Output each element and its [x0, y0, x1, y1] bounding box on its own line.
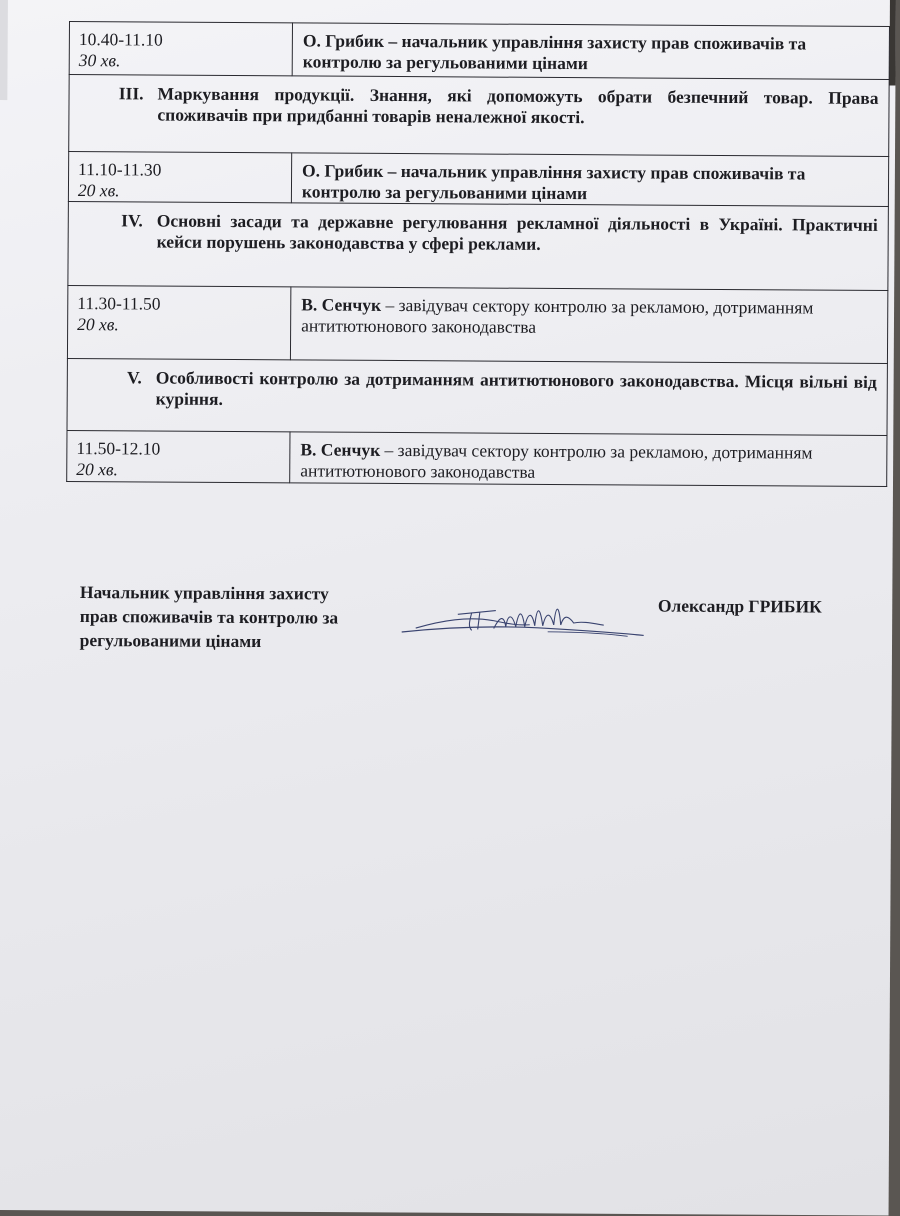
section-cell: [69, 75, 889, 157]
time-cell: [68, 152, 291, 203]
signatory-name: Олександр ГРИБИК: [657, 595, 822, 617]
duration: 20 хв.: [77, 314, 119, 335]
speaker-cell: [290, 432, 887, 487]
speaker-cell: [292, 23, 889, 80]
agenda-row-section: [68, 201, 888, 290]
duration: 30 хв.: [78, 50, 121, 71]
signature-block: [79, 580, 870, 675]
time-cell: [67, 285, 290, 359]
position-line: прав споживачів та контролю за: [79, 605, 339, 628]
time-cell: [69, 22, 292, 76]
time-slot: 11.30-11.50: [77, 293, 161, 314]
speaker-name: В. Сенчук: [301, 294, 382, 315]
speaker-name: О. Грибик: [302, 30, 385, 51]
section-title: Маркування продукції. Знання, які допоможуть обрати безпечний товар. Права споживачів при придбанні товарів неналежної якості.: [157, 83, 879, 128]
section-cell: [67, 358, 887, 435]
speaker-role: – завідувач сектору контролю за рекламою, дотриманням антитютюнового законодавства: [301, 294, 814, 337]
time-slot: 10.40-11.10: [78, 29, 163, 50]
agenda-table: [66, 21, 890, 487]
section-number: V.: [126, 367, 142, 388]
agenda-row-section: [69, 75, 889, 157]
section-cell: [68, 201, 888, 290]
signatory-position: [80, 580, 339, 654]
time-slot: 11.10-11.30: [78, 159, 162, 180]
section-number: III.: [118, 83, 144, 104]
speaker-cell: [291, 153, 888, 207]
speaker-cell: [290, 287, 887, 364]
speaker-role: – начальник управління захисту прав споживачів та контролю за регульованими цінами: [301, 160, 806, 204]
speaker-name: В. Сенчук: [300, 439, 381, 460]
agenda-row-speaker: [68, 152, 888, 207]
section-title: Особливості контролю за дотриманням антитютюнового законодавства. Місця вільні від куріння.: [155, 367, 877, 409]
agenda-row-speaker: [67, 430, 887, 486]
underlying-sheet-edge: [0, 0, 8, 100]
agenda-row-section: [67, 358, 887, 435]
section-number: IV.: [121, 210, 143, 231]
speaker-role: – завідувач сектору контролю за рекламою, дотриманням антитютюнового законодавства: [300, 439, 813, 482]
speaker-name: О. Грибик: [302, 160, 384, 181]
position-line: Начальник управління захисту: [79, 581, 329, 604]
agenda-row-speaker: [67, 285, 887, 363]
background-shadow: [889, 0, 896, 86]
handwritten-signature: [398, 598, 648, 642]
agenda-row-speaker: [69, 22, 889, 80]
time-cell: [67, 430, 290, 482]
duration: 20 хв.: [76, 459, 118, 480]
section-title: Основні засади та державне регулювання рекламної діяльності в Україні. Практичні кейси порушень законодавства у сфері реклами.: [156, 210, 878, 254]
duration: 20 хв.: [77, 180, 120, 201]
time-slot: 11.50-12.10: [76, 438, 161, 459]
position-line: регульованими цінами: [79, 629, 262, 652]
speaker-role: – начальник управління захисту прав споживачів та контролю за регульованими цінами: [302, 30, 807, 74]
